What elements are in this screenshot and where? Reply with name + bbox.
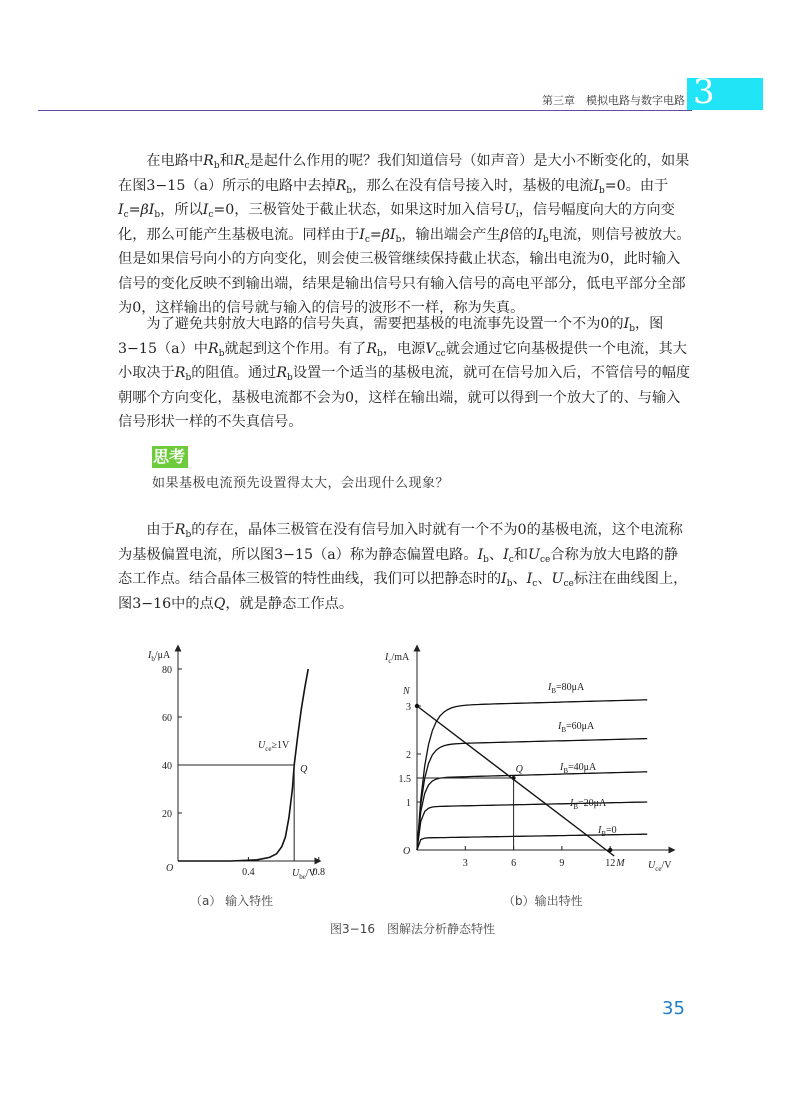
x-tick-label: 0.8 [312,867,326,878]
m-label: M [616,858,625,869]
q-label: Q [515,764,523,775]
uce-annotation: $U_{ce}\ge 1V$ [258,740,290,753]
text: 在电路中 [146,153,204,169]
caption-a: （a） 输入特性 [190,894,274,908]
page-number: 35 [662,998,685,1019]
ib-curve-label: $I_B=80\mu A$ [548,682,585,695]
x-axis-label: $U_{ce}/V$ [648,860,672,873]
x-tick-label: 3 [462,858,468,869]
ib-curve [417,772,647,850]
ib-curve-label: $I_B=40\mu A$ [560,762,597,775]
origin-label: O [403,846,411,857]
x-tick-label: 6 [511,858,517,869]
paragraph-1: 在电路中$R_b$和$R_c$是起什么作用的呢？我们知道信号（如声音）是大小不断变化的，如果在图3−15（a）所示的电路中去掉$R_b$，那么在没有信号接入时，基极的电流$I_b=0$。由于$I_c=\beta I_b$，所以$I_c=0$，三极管处于截止状态，如果这时加入信号$U_i$，信号幅度向大的方向变化，那么可能产生基极电流。同样由于$I_c=\beta I_b$，输出端会产生β倍的$I_b$电流，则信号被放大。但是如果信号向小的方向变化，则会使三极管继续保持截止状态，输出电流为0，此时输入信号的变化反映不到输出端，结果是输出信号只有输入信号的高电平部分，低电平部分全部为0，这样输出的信号就与输入的信号的波形不一样，称为失真。 [118,153,691,316]
x-tick-label: 0.4 [242,867,255,878]
n-point [415,704,419,708]
x-axis-label: $U_{be}/V$ [292,868,316,881]
caption-b: （b）输出特性 [503,894,583,908]
paragraph-2: 为了避免共射放大电路的信号失真，需要把基极的电流事先设置一个不为0的$I_b$，图3−15（a）中$R_b$就起到这个作用。有了$R_b$，电源$V_{cc}$就会通过它向基极提供一个电流，其大小取决于$R_b$的阻值。通过$R_b$设置一个适当的基极电流，就可在信号加入后，不管信号的幅度朝哪个方向变化，基极电流都不会为0，这样在输出端，就可以得到一个放大了的、与输入信号形状一样的不失真信号。 [118,316,691,430]
y-tick-label: 60 [162,713,172,724]
y-tick-label: 1 [406,798,411,809]
y-tick-label: 3 [406,702,411,713]
y-axis-label: $I_c/mA$ [385,652,410,665]
y-tick-label: 40 [162,761,172,772]
output-characteristic-chart [384,648,672,873]
x-tick-label: 9 [559,858,565,869]
ib-curve-label: $I_B=0$ [598,825,617,838]
figure-caption: 图3−16 图解法分析静态特性 [330,922,495,936]
y-tick-label: 20 [162,809,172,820]
think-question: 如果基极电流预先设置得太大，会出现什么现象？ [152,476,450,491]
x-tick-label: 12 [605,858,616,869]
m-point [608,848,612,852]
q-point [512,776,516,780]
think-title: 思考 [153,447,186,466]
origin-label: O [166,863,174,874]
ib-curve [417,834,647,850]
y-tick-label: 1.5 [398,774,411,785]
chapter-title: 第三章 模拟电路与数字电路 [542,94,685,107]
y-axis-label: $I_b/\mu A$ [148,650,171,663]
chapter-number: 3 [693,72,715,112]
input-characteristic-chart [147,648,325,881]
y-tick-label: 2 [406,750,411,761]
y-tick-label: 80 [162,665,172,676]
ib-curve-label: $I_B=60\mu A$ [558,721,595,734]
paragraph-3: 由于$R_b$的存在，晶体三极管在没有信号加入时就有一个不为0的基极电流，这个电流称为基极偏置电流，所以图3−15（a）称为静态偏置电路。$I_b$、$I_c$和$U_{ce}$合称为放大电路的静态工作点。结合晶体三极管的特性曲线，我们可以把静态时的$I_b$、$I_c$、$U_{ce}$标注在曲线图上，图3−16中的点Q，就是静态工作点。 [118,522,688,612]
q-label: Q [300,764,308,775]
ib-curve-label: $I_B=20\mu A$ [570,798,607,811]
n-label: N [403,686,410,697]
